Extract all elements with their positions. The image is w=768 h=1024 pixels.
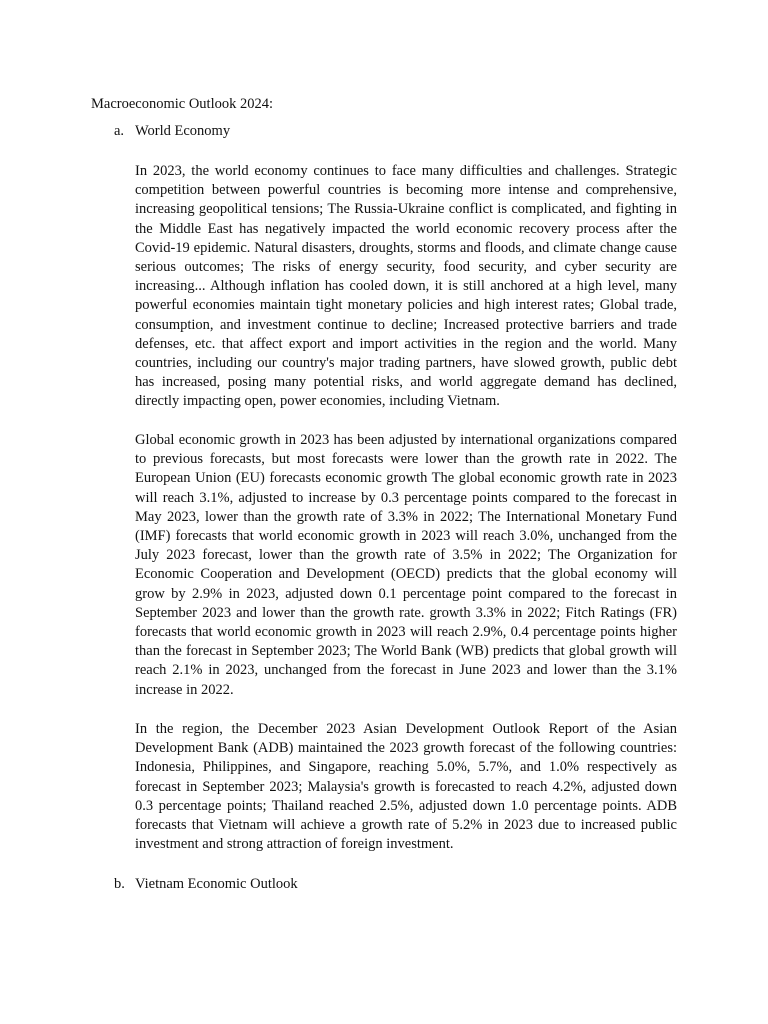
paragraph-world-economy-challenges: In 2023, the world economy continues to face many difficulties and challenges. Strategic competition between powerful countries is becoming more intense and comprehensive, increasing geopolitical tensions; The Russia-Ukraine conflict is complicated, and fighting in the Middle East has negatively impacted the world economic recovery process after the Covid-19 epidemic. Natural disasters, droughts, storms and floods, and climate change cause serious outcomes; The risks of energy security, food security, and cyber security are increasing... Although inflation has cooled down, it is still anchored at a high level, many powerful economies maintain tight monetary policies and high interest rates; Global trade, consumption, and investment continue to decline; Increased protective barriers and trade defenses, etc. that affect export and import activities in the region and the world. Many countries, including our country's major trading partners, have slowed growth, public debt has increased, posing many potential risks, and world aggregate demand has declined, directly impacting open, power economies, including Vietnam. <box>135 163 677 410</box>
document-title: Macroeconomic Outlook 2024: <box>91 96 274 112</box>
paragraph-regional-adb-outlook: In the region, the December 2023 Asian Development Outlook Report of the Asian Development Bank (ADB) maintained the 2023 growth forecast of the following countries: Indonesia, Philippines, and Singapore, reaching 5.0%, 5.7%, and 1.0% respectively as forecast in September 2023; Malaysia's growth is forecasted to reach 4.2%, adjusted down 0.3 percentage points; Thailand reached 2.5%, adjusted down 1.0 percentage points. ADB forecasts that Vietnam will achieve a growth rate of 5.2% in 2023 due to increased public investment and strong attraction of foreign investment. <box>135 721 677 853</box>
paragraph-global-growth-forecasts: Global economic growth in 2023 has been adjusted by international organizations compared to previous forecasts, but most forecasts were lower than the growth rate in 2022. The European Union (EU) forecasts economic growth The global economic growth rate in 2023 will reach 3.1%, adjusted to increase by 0.3 percentage points compared to the forecast in May 2023, lower than the growth rate of 3.3% in 2022; The International Monetary Fund (IMF) forecasts that world economic growth in 2023 will reach 3.0%, unchanged from the July 2023 forecast, lower than the growth rate of 3.5% in 2022; The Organization for Economic Cooperation and Development (OECD) predicts that the global economy will grow by 2.9% in 2023, adjusted down 0.1 percentage point compared to the forecast in September 2023 and lower than the growth rate. growth 3.3% in 2022; Fitch Ratings (FR) forecasts that world economic growth in 2023 will reach 2.9%, 0.4 percentage points higher than the forecast in September 2023; The World Bank (WB) predicts that global growth will reach 2.1% in 2023, unchanged from the forecast in June 2023 and lower than the 3.1% increase in 2022. <box>135 432 677 698</box>
section-heading-vietnam-economic-outlook <box>114 875 298 894</box>
section-heading-label: Vietnam Economic Outlook <box>135 876 298 892</box>
section-heading-label: World Economy <box>135 123 231 139</box>
section-heading-world-economy <box>114 122 230 141</box>
list-marker: b. <box>114 876 125 892</box>
list-marker: a. <box>114 123 125 139</box>
